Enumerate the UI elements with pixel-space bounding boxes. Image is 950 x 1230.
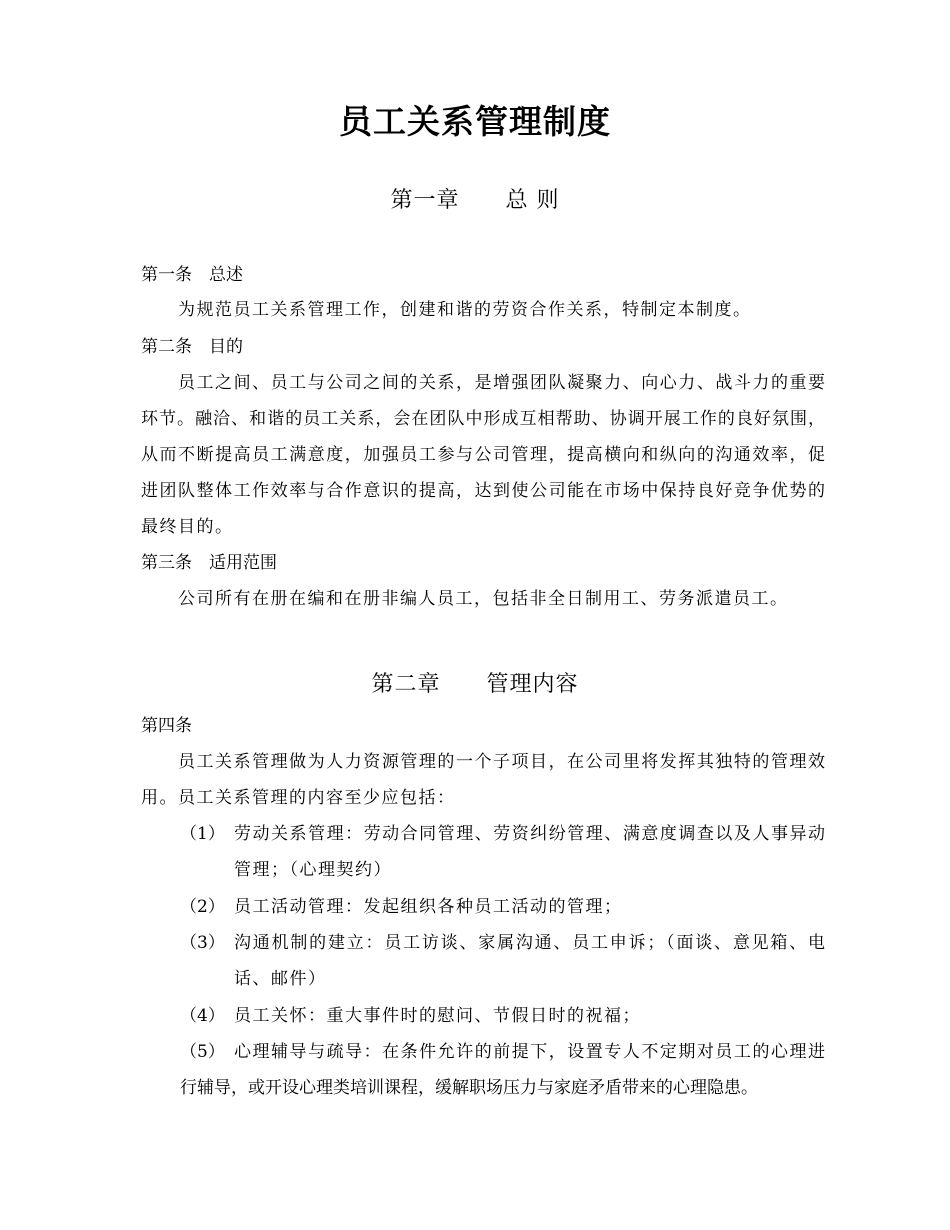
list-item-text: 员工关怀：重大事件时的慰问、节假日时的祝福； (234, 1006, 641, 1026)
chapter-2-heading: 第二章 管理内容 (371, 672, 579, 697)
article-2-heading: 第二条 目的 (141, 337, 243, 357)
list-item-text: 劳动关系管理：劳动合同管理、劳资纠纷管理、满意度调查以及人事异动 (234, 824, 825, 844)
article-3-text: 公司所有在册在编和在册非编人员工，包括非全日制用工、劳务派遣员工。 (178, 589, 789, 609)
article-3-heading: 第三条 适用范围 (141, 553, 277, 573)
list-item-number: （2） (180, 897, 225, 917)
article-1-heading: 第一条 总述 (141, 265, 243, 285)
list-item-number: （4） (180, 1006, 225, 1026)
list-item-number: （3） (180, 933, 225, 953)
article-4-line: 用。员工关系管理的内容至少应包括： (141, 788, 456, 808)
article-4-line: 员工关系管理做为人力资源管理的一个子项目，在公司里将发挥其独特的管理效 (178, 752, 825, 772)
article-2-line: 进团队整体工作效率与合作意识的提高，达到使公司能在市场中保持良好竞争优势的 (141, 481, 825, 501)
chapter-1-heading: 第一章 总 则 (390, 188, 560, 213)
article-2-line: 环节。融洽、和谐的员工关系，会在团队中形成互相帮助、协调开展工作的良好氛围， (141, 409, 825, 429)
list-item-text: 话、邮件） (234, 969, 327, 989)
list-item-text: 员工活动管理：发起组织各种员工活动的管理； (234, 897, 623, 917)
list-item-number: （1） (180, 824, 225, 844)
article-2-line: 最终目的。 (141, 517, 234, 537)
article-2-line: 从而不断提高员工满意度，加强员工参与公司管理，提高横向和纵向的沟通效率，促 (141, 445, 825, 465)
article-2-line: 员工之间、员工与公司之间的关系，是增强团队凝聚力、向心力、战斗力的重要 (178, 373, 825, 393)
list-item-text: 心理辅导与疏导：在条件允许的前提下，设置专人不定期对员工的心理进 (234, 1042, 825, 1062)
list-item-number: （5） (180, 1042, 225, 1062)
list-item-text: 行辅导，或开设心理类培训课程，缓解职场压力与家庭矛盾带来的心理隐患。 (180, 1078, 758, 1098)
list-item-text: 沟通机制的建立：员工访谈、家属沟通、员工申诉；（面谈、意见箱、电 (234, 933, 825, 953)
article-1-text: 为规范员工关系管理工作，创建和谐的劳资合作关系，特制定本制度。 (178, 300, 752, 320)
document-title: 员工关系管理制度 (339, 102, 611, 141)
article-4-heading: 第四条 (141, 716, 192, 736)
list-item-text: 管理；（心理契约） (234, 860, 392, 880)
